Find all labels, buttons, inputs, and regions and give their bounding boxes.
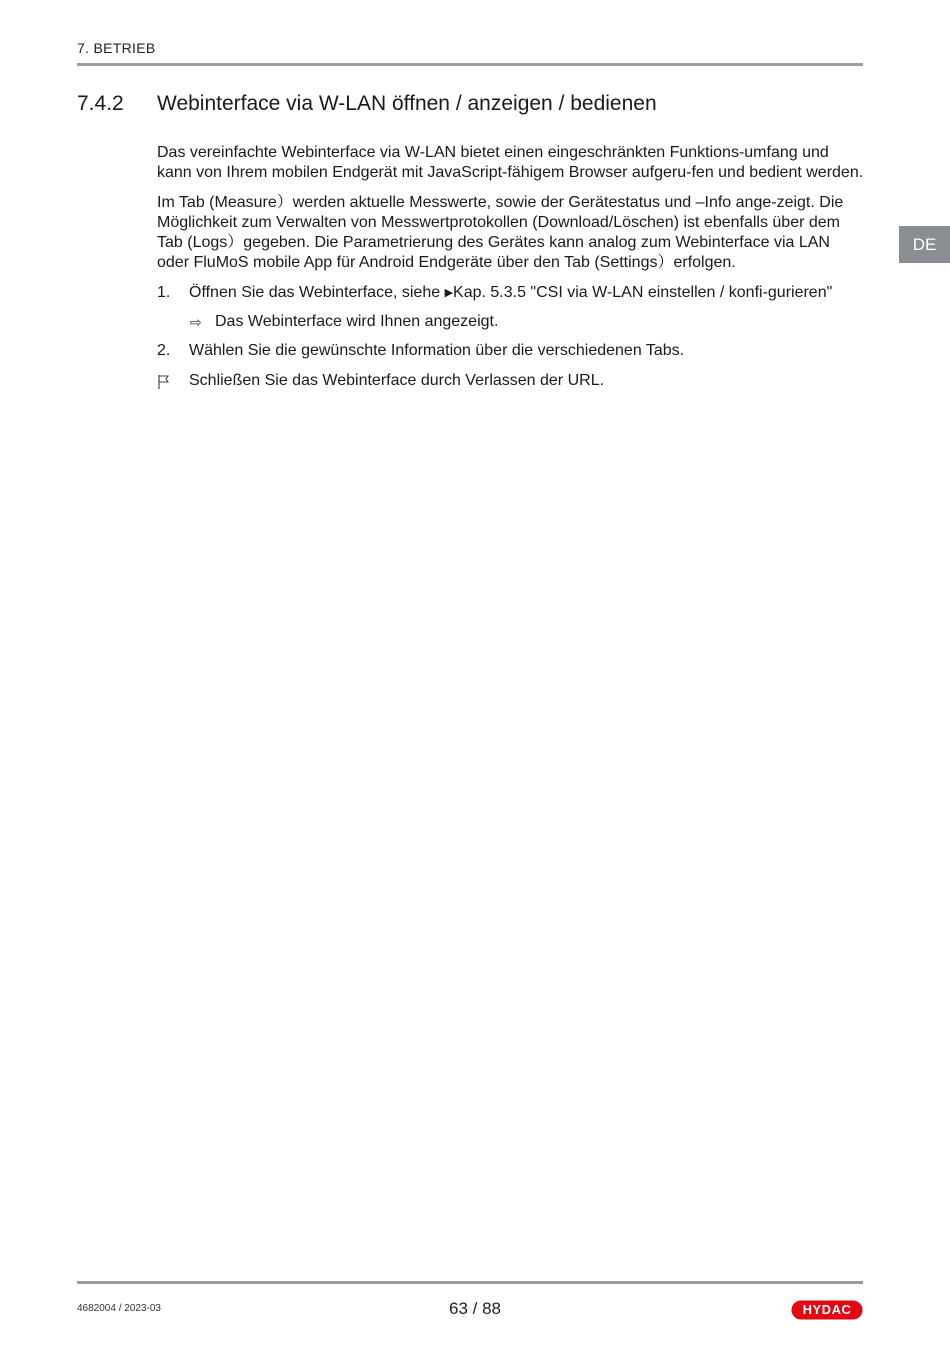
footer-divider	[77, 1281, 863, 1284]
step-number: 2.	[157, 342, 171, 360]
heading-title: Webinterface via W-LAN öffnen / anzeigen / bedienen	[157, 92, 657, 115]
cross-reference-arrow-icon: ▶	[444, 286, 454, 299]
final-step-text: Schließen Sie das Webinterface durch Verlassen der URL.	[189, 371, 605, 389]
step-text: Wählen Sie die gewünschte Information über die verschiedenen Tabs.	[189, 342, 685, 360]
logo-text: HYDAC	[802, 1302, 852, 1317]
step-2	[157, 341, 865, 361]
flag-icon	[157, 374, 171, 390]
header-divider	[77, 63, 863, 66]
section-header: 7. BETRIEB	[77, 40, 156, 56]
document-number: 4682004 / 2023-03	[77, 1303, 161, 1314]
tabs-paragraph: Im Tab (Measure）werden aktuelle Messwerte, sowie der Gerätestatus und –Info ange-zeigt. Die Möglichkeit zum Verwalten von Messwertprotokollen (Download/Löschen) ist ebenfalls über dem Tab (Logs）gegeben. Die Parametrierung des Gerätes kann analog zum Webinterface via LAN oder FluMoS mobile App für Android Endgeräte über den Tab (Settings）erfolgen.	[157, 193, 844, 272]
final-step	[157, 371, 865, 391]
chapter-reference-link[interactable]: Kap. 5.3.5 "CSI via W-LAN einstellen / konfi-gurieren"	[453, 283, 833, 301]
language-tab[interactable]: DE	[899, 226, 950, 263]
content-body	[157, 143, 865, 400]
page-number: 63 / 88	[449, 1299, 501, 1318]
step-number: 1.	[157, 283, 171, 301]
step-result	[157, 312, 865, 332]
hydac-logo	[791, 1300, 863, 1320]
intro-paragraph: Das vereinfachte Webinterface via W-LAN bietet einen eingeschränkten Funktions-umfang und kann von Ihrem mobilen Endgerät mit JavaScript-fähigem Browser aufgeru-fen und bedient werden.	[157, 144, 864, 182]
heading-number: 7.4.2	[77, 92, 124, 115]
step-1	[157, 283, 865, 303]
result-arrow-icon: ⇨	[190, 314, 202, 331]
result-text: Das Webinterface wird Ihnen angezeigt.	[215, 313, 499, 331]
step-text: Öffnen Sie das Webinterface, siehe	[189, 283, 445, 301]
